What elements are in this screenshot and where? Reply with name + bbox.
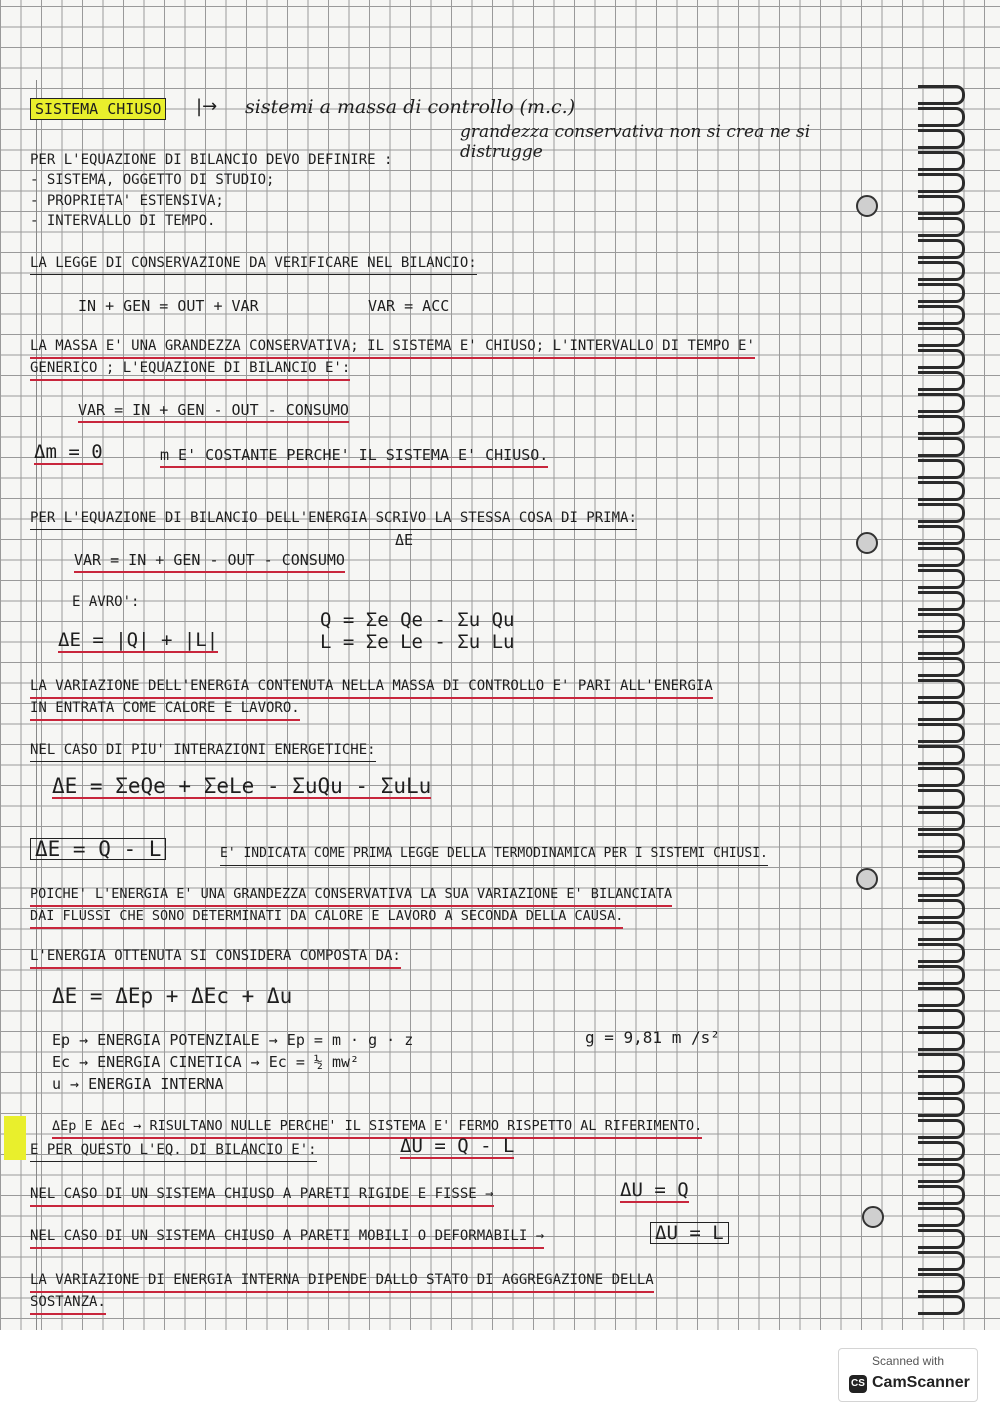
gravity-value: g = 9,81 m /s²	[585, 1028, 720, 1047]
final-line-2: SOSTANZA.	[30, 1292, 106, 1315]
binder-hole	[856, 195, 878, 217]
rigid-walls-equation: ΔU = Q	[620, 1179, 689, 1201]
binder-hole	[856, 532, 878, 554]
mobile-walls-equation: ΔU = L	[650, 1222, 729, 1244]
first-law-equation: ΔE = Q - L	[30, 838, 166, 860]
l-equation: L = Σe Le - Σu Lu	[320, 631, 515, 653]
highlight-mark	[4, 1116, 26, 1160]
multi-interaction-intro: NEL CASO DI PIU' INTERAZIONI ENERGETICHE:	[30, 740, 376, 762]
energy-variation-1: LA VARIAZIONE DELL'ENERGIA CONTENUTA NELLA MASSA DI CONTROLLO E' PARI ALL'ENERGIA	[30, 676, 713, 699]
camscanner-watermark	[838, 1348, 978, 1402]
rigid-walls-text: NEL CASO DI UN SISTEMA CHIUSO A PARETI RIGIDE E FISSE →	[30, 1184, 494, 1207]
camscanner-logo-icon: CS	[849, 1375, 867, 1393]
kinetic-energy-line: Ec → ENERGIA CINETICA → Ec = ½ mw²	[52, 1053, 360, 1071]
law-equation-2: VAR = ACC	[368, 297, 450, 315]
law-equation: IN + GEN = OUT + VAR	[78, 297, 259, 315]
composition-equation: ΔE = ΔEp + ΔEc + Δu	[52, 984, 293, 1008]
binder-hole	[856, 868, 878, 890]
q-equation: Q = Σe Qe - Σu Qu	[320, 609, 515, 631]
intro-line: PER L'EQUAZIONE DI BILANCIO DEVO DEFINIRE :	[30, 152, 393, 168]
def-item: - SISTEMA, OGGETTO DI STUDIO;	[30, 172, 275, 188]
var-equation-2: VAR = IN + GEN - OUT - CONSUMO	[74, 550, 345, 573]
delta-m-equation: Δm = 0	[34, 441, 103, 463]
avro-label: E AVRO':	[72, 594, 140, 610]
camscanner-brand: CamScanner	[872, 1374, 970, 1391]
potential-energy-line: Ep → ENERGIA POTENZIALE → Ep = m · g · z	[52, 1031, 414, 1049]
energy-intro: PER L'EQUAZIONE DI BILANCIO DELL'ENERGIA SCRIVO LA STESSA COSA DI PRIMA:	[30, 508, 637, 530]
mobile-walls-text: NEL CASO DI UN SISTEMA CHIUSO A PARETI MOBILI O DEFORMABILI →	[30, 1226, 544, 1249]
first-law-text: E' INDICATA COME PRIMA LEGGE DELLA TERMODINAMICA PER I SISTEMI CHIUSI.	[220, 844, 768, 866]
mass-line-1: LA MASSA E' UNA GRANDEZZA CONSERVATIVA; IL SISTEMA E' CHIUSO; L'INTERVALLO DI TEMPO E'	[30, 336, 755, 359]
energy-variation-2: IN ENTRATA COME CALORE E LAVORO.	[30, 698, 300, 721]
conservation-line-1: POICHE' L'ENERGIA E' UNA GRANDEZZA CONSERVATIVA LA SUA VARIAZIONE E' BILANCIATA	[30, 884, 672, 907]
spiral-binding	[912, 85, 972, 1315]
def-item: - PROPRIETA' ESTENSIVA;	[30, 193, 224, 209]
mass-line-2: GENERICO ; L'EQUAZIONE DI BILANCIO E':	[30, 358, 350, 381]
var-equation: VAR = IN + GEN - OUT - CONSUMO	[78, 400, 349, 423]
def-item: - INTERVALLO DI TEMPO.	[30, 213, 216, 229]
conservation-line-2: DAI FLUSSI CHE SONO DETERMINATI DA CALORE E LAVORO A SECONDA DELLA CAUSA.	[30, 906, 623, 929]
multi-interaction-equation: ΔE = ΣeQe + ΣeLe - ΣuQu - ΣuLu	[52, 774, 432, 798]
internal-energy-line: u → ENERGIA INTERNA	[52, 1075, 224, 1093]
title-description: sistemi a massa di controllo (m.c.)	[245, 96, 576, 118]
section-title: SISTEMA CHIUSO	[30, 98, 166, 120]
delta-u-equation: ΔU = Q - L	[400, 1135, 515, 1157]
final-line-1: LA VARIAZIONE DI ENERGIA INTERNA DIPENDE DALLO STATO DI AGGREGAZIONE DELLA	[30, 1270, 654, 1293]
scanned-with-label: Scanned with	[871, 1354, 945, 1368]
delta-e-label: ΔE	[395, 531, 414, 549]
title-description-2: grandezza conservativa non si crea ne si distrugge	[460, 122, 811, 162]
delta-e-equation: ΔE = |Q| + |L|	[58, 629, 219, 651]
null-terms-line: ΔEp E ΔEc → RISULTANO NULLE PERCHE' IL SISTEMA E' FERMO RISPETTO AL RIFERIMENTO.	[52, 1116, 702, 1139]
balance-line: E PER QUESTO L'EQ. DI BILANCIO E':	[30, 1140, 317, 1162]
delta-m-text: m E' COSTANTE PERCHE' IL SISTEMA E' CHIUSO.	[160, 445, 548, 468]
arrow-icon: |→	[196, 96, 218, 117]
composition-intro: L'ENERGIA OTTENUTA SI CONSIDERA COMPOSTA DA:	[30, 946, 401, 969]
binder-hole	[862, 1206, 884, 1228]
law-intro: LA LEGGE DI CONSERVAZIONE DA VERIFICARE NEL BILANCIO:	[30, 253, 477, 275]
